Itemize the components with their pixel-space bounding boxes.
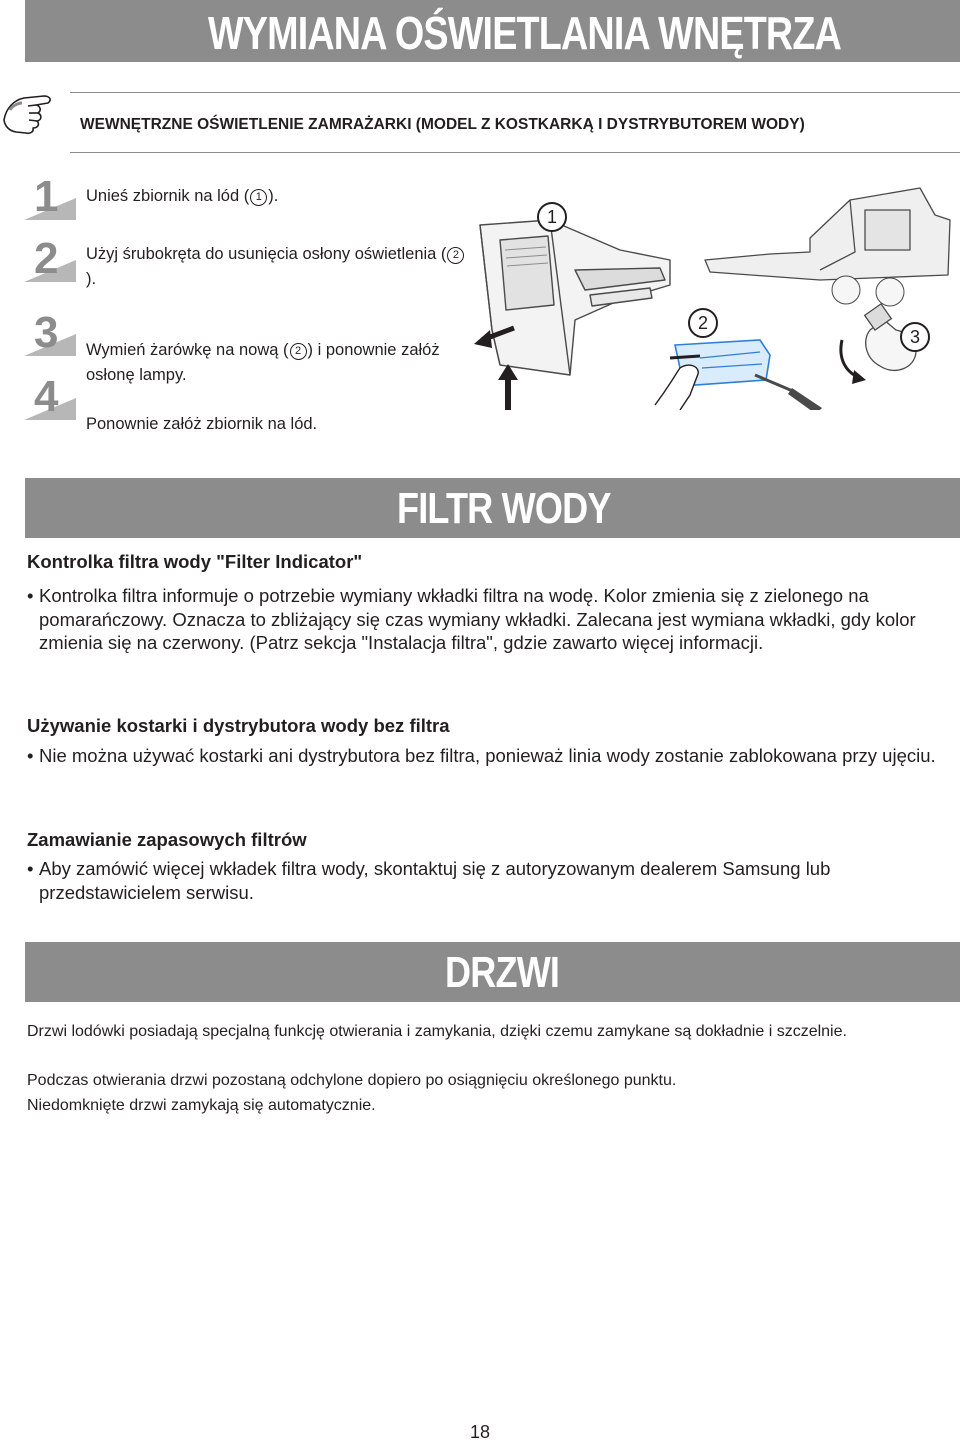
page-number: 18: [469, 1422, 491, 1442]
section-title-lighting: WYMIANA OŚWIETLANIA WNĘTRZA: [208, 7, 841, 59]
step-text-1: Unieś zbiornik na lód ( 1 ).: [86, 187, 279, 205]
pointing-hand-icon: [0, 86, 66, 152]
section-title-filter: FILTR WODY: [397, 484, 611, 533]
divider: [70, 92, 960, 93]
section-title-doors: DRZWI: [445, 948, 560, 997]
subheading: WEWNĘTRZNE OŚWIETLENIE ZAMRAŻARKI (MODEL Z KOSTKARKĄ I DYSTRYBUTOREM WODY): [80, 116, 805, 133]
callout-3: 3: [900, 322, 930, 352]
bullet: •: [27, 858, 34, 879]
callout-2: 2: [688, 308, 718, 338]
filter-indicator-paragraph: • Kontrolka filtra informuje o potrzebie wymiany wkładki filtra na wodę. Kolor zmienia się z zielonego na pomarańczowy. Oznacza to zbliżający się czas wymiany wkładki. Zalecana jest wymiana wkładki, gdy kolor zmienia się na czerwony. (Patrz sekcja "Instalacja filtra", gdzie zawarto więcej informacji.: [27, 585, 916, 653]
step-text-4: Ponownie załóż zbiornik na lód.: [86, 415, 318, 433]
order-filters-paragraph: • Aby zamówić więcej wkładek filtra wody, skontaktuj się z autoryzowanym dealerem Samsung lub przedstawicielem serwisu.: [27, 858, 831, 903]
no-filter-paragraph: • Nie można używać kostarki ani dystrybutora bez filtra, ponieważ linia wody zostanie zablokowana przy ujęciu.: [27, 745, 936, 766]
step-number-2: 2: [24, 240, 76, 282]
order-filters-heading: Zamawianie zapasowych filtrów: [27, 829, 307, 850]
divider: [70, 152, 960, 153]
step-text-3: Wymień żarówkę na nową ( 2 ) i ponownie załóż osłonę lampy.: [86, 341, 440, 384]
doors-line-3: Niedomknięte drzwi zamykają się automatycznie.: [27, 1097, 376, 1114]
callout-1: 1: [537, 202, 567, 232]
lighting-illustration: [470, 180, 960, 410]
bullet: •: [27, 745, 34, 766]
step-number-1: 1: [24, 178, 76, 220]
circled-number: 1: [250, 189, 267, 206]
circled-number: 2: [447, 247, 464, 264]
step-text-2: Użyj śrubokręta do usunięcia osłony oświetlenia ( 2).: [86, 242, 466, 292]
circled-number: 2: [290, 343, 307, 360]
section-banner-filter: [25, 478, 960, 538]
bullet: •: [27, 585, 34, 606]
filter-indicator-heading: Kontrolka filtra wody "Filter Indicator": [27, 551, 363, 572]
step-number-3: 3: [24, 314, 76, 356]
section-banner-doors: [25, 942, 960, 1002]
doors-line-2: Podczas otwierania drzwi pozostaną odchylone dopiero po osiągnięciu określonego punktu.: [27, 1072, 677, 1089]
step-number-4: 4: [24, 378, 76, 420]
doors-line-1: Drzwi lodówki posiadają specjalną funkcję otwierania i zamykania, dzięki czemu zamykane są dokładnie i szczelnie.: [27, 1023, 847, 1040]
no-filter-heading: Używanie kostarki i dystrybutora wody bez filtra: [27, 715, 450, 736]
section-banner-lighting: [25, 0, 960, 62]
subheading-row: [0, 86, 960, 156]
